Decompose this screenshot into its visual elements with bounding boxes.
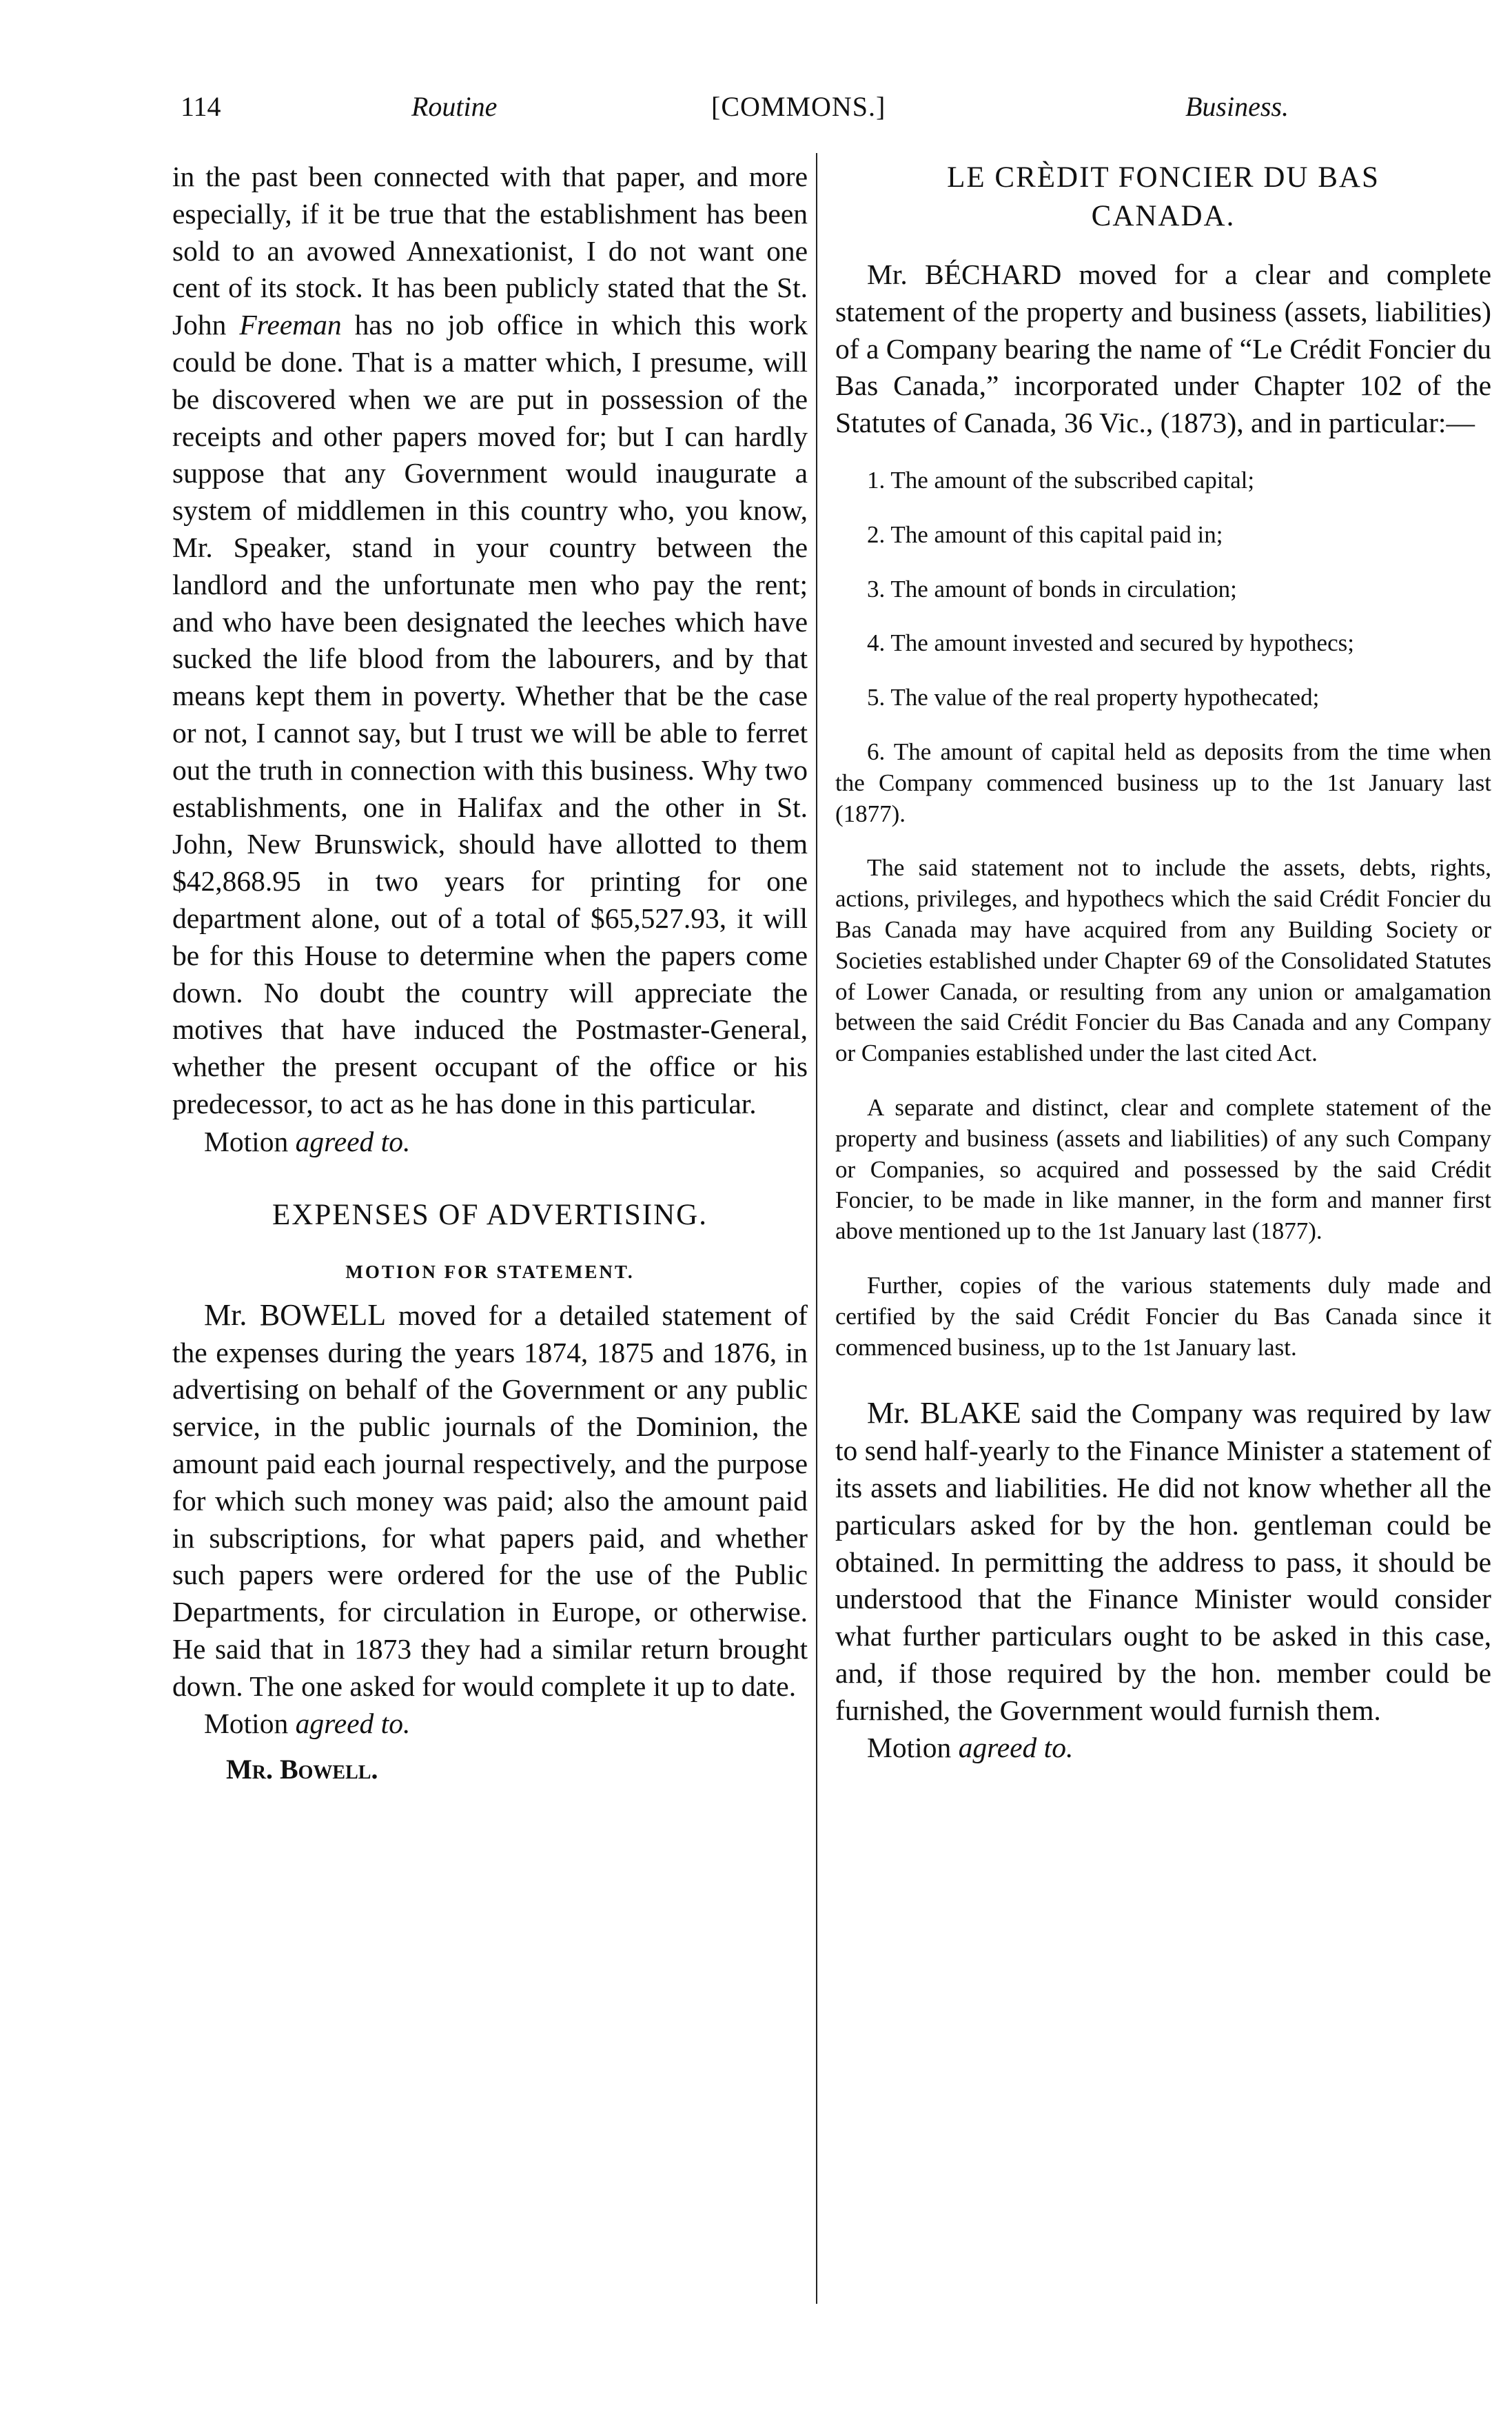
agreed-to-text: agreed to. [295, 1125, 411, 1157]
column-divider [816, 153, 817, 2304]
speaker-name-bowell: Mr. BOWELL [204, 1297, 387, 1332]
speaker-name-bechard: Mr. BÉCHARD [867, 259, 1062, 290]
bechard-motion-paragraph [835, 256, 1491, 442]
running-head-right: Business. [1185, 91, 1289, 122]
list-item: 3. The amount of bonds in circulation; [867, 575, 1237, 602]
speech-text-2: has no job office in which this work could be done. That is a matter which, I presume, will be discovered when we are put in possession of the receipts and other papers moved for; but I can hardly suppose that any Government would inaugurate a system of middlemen in this country who, you know, Mr. Speaker, stand in your country between the landlord and the unfortunate men who pay the rent; and who have been designated the leeches which have sucked the life blood from the labourers, and by that means kept them in poverty. Whether that be the case or not, I cannot say, but I trust we will be able to ferret out the truth in connection with this business. Why two establishments, one in Halifax and the other in St. John, New Brunswick, should have allotted to them $42,868.95 in two years for printing for one department alone, out of a total of $65,527.93, it will be for this House to determine when the papers come down. No doubt the country will appreciate the motives that have induced the Postmaster-General, whether the present occupant of the office or his predecessor, to act as he has done in this particular. [172, 309, 808, 1120]
page-header [181, 83, 1289, 131]
particulars-list [835, 465, 1491, 829]
left-column [172, 159, 808, 1789]
motion-agreed-2 [172, 1705, 808, 1742]
motion-agreed-1 [172, 1123, 808, 1160]
list-item: 6. The amount of capital held as deposits from the time when the Company commenced business up to the 1st January last (1877). [835, 738, 1491, 827]
said-statement-paragraph: The said statement not to include the assets, debts, rights, actions, privileges, and hypothecs which the said Crédit Foncier du Bas Canada may have acquired from any Building Society or Societies established under Chapter 69 of the Consolidated Statutes of Lower Canada, or resulting from any union or amalgamation between the said Crédit Foncier du Bas Canada and any Company or Companies established under the last cited Act. [835, 854, 1491, 1067]
signature: Mr. Bowell. [226, 1754, 378, 1785]
motion-word: Motion [204, 1125, 289, 1157]
blake-reply-paragraph [835, 1395, 1491, 1729]
continued-speech-paragraph [172, 159, 808, 1123]
motion-agreed-3 [835, 1729, 1491, 1766]
speech-text-1: in the past been connected with that paper, and more especially, if it be true that the establishment has been sold to an avowed Annexationist, I do not want one cent of its stock. It has been publicly stated that the St. John [172, 161, 808, 341]
motion-word: Motion [867, 1732, 952, 1764]
separate-statement-paragraph: A separate and distinct, clear and complete statement of the property and business (assets and liabilities) of any such Company or Companies, so acquired and possessed by the said Crédit Foncier, to be made in like manner, in the form and manner first above mentioned up to the 1st January last (1877). [835, 1093, 1491, 1245]
further-copies-paragraph: Further, copies of the various statements duly made and certified by the said Crédit Foncier du Bas Canada since it commenced business, up to the 1st January last. [835, 1271, 1491, 1361]
running-head-center: [COMMONS.] [711, 91, 886, 122]
bowell-motion-paragraph [172, 1297, 808, 1705]
bechard-motion-text: moved for a clear and complete statement of the property and business (assets, liabilities) of a Company bearing the name of “Le Crédit Foncier du Bas Canada,” incorporated under Chapter 102 of the Statutes of Canada, 36 Vic., (1873), and in particular:— [835, 259, 1492, 439]
list-item: 2. The amount of this capital paid in; [867, 520, 1223, 548]
running-head-left: Routine [411, 91, 498, 122]
section-title-credit-foncier-line1: LE CRÈDIT FONCIER DU BAS [947, 161, 1380, 194]
list-item: 1. The amount of the subscribed capital; [867, 466, 1255, 494]
section-title-credit-foncier-line2: CANADA. [1091, 200, 1236, 232]
newspaper-name: Freeman [239, 309, 342, 341]
motion-word: Motion [204, 1708, 289, 1740]
right-column [835, 159, 1491, 1766]
list-item: 4. The amount invested and secured by hypothecs; [867, 629, 1354, 657]
agreed-to-text: agreed to. [958, 1732, 1074, 1764]
section-title-advertising: EXPENSES OF ADVERTISING. [272, 1198, 708, 1231]
speaker-name-blake: Mr. BLAKE [867, 1396, 1021, 1430]
agreed-to-text: agreed to. [295, 1708, 411, 1740]
page-number: 114 [181, 91, 221, 122]
list-item: 5. The value of the real property hypothecated; [867, 684, 1320, 711]
bowell-motion-text: moved for a detailed statement of the expenses during the years 1874, 1875 and 1876, in advertising on behalf of the Government or any public service, in the public journals of the Dominion, the amount paid each journal respectively, and the purpose for which such money was paid; also the amount paid in subscriptions, for what papers paid, and whether such papers were ordered for the use of the Public Departments, for circulation in Europe, or otherwise. He said that in 1873 they had a similar return brought down. The one asked for would complete it up to date. [172, 1299, 808, 1702]
blake-reply-text: said the Company was required by law to send half-yearly to the Finance Minister a statement of its assets and liabilities. He did not know whether all the particulars asked for by the hon. gentleman could be obtained. In permitting the address to pass, it should be understood that the Finance Minister would consider what further particulars ought to be asked in this case, and, if those required by the hon. member could be furnished, the Government would furnish them. [835, 1397, 1491, 1726]
sub-title-motion: MOTION FOR STATEMENT. [345, 1261, 635, 1282]
